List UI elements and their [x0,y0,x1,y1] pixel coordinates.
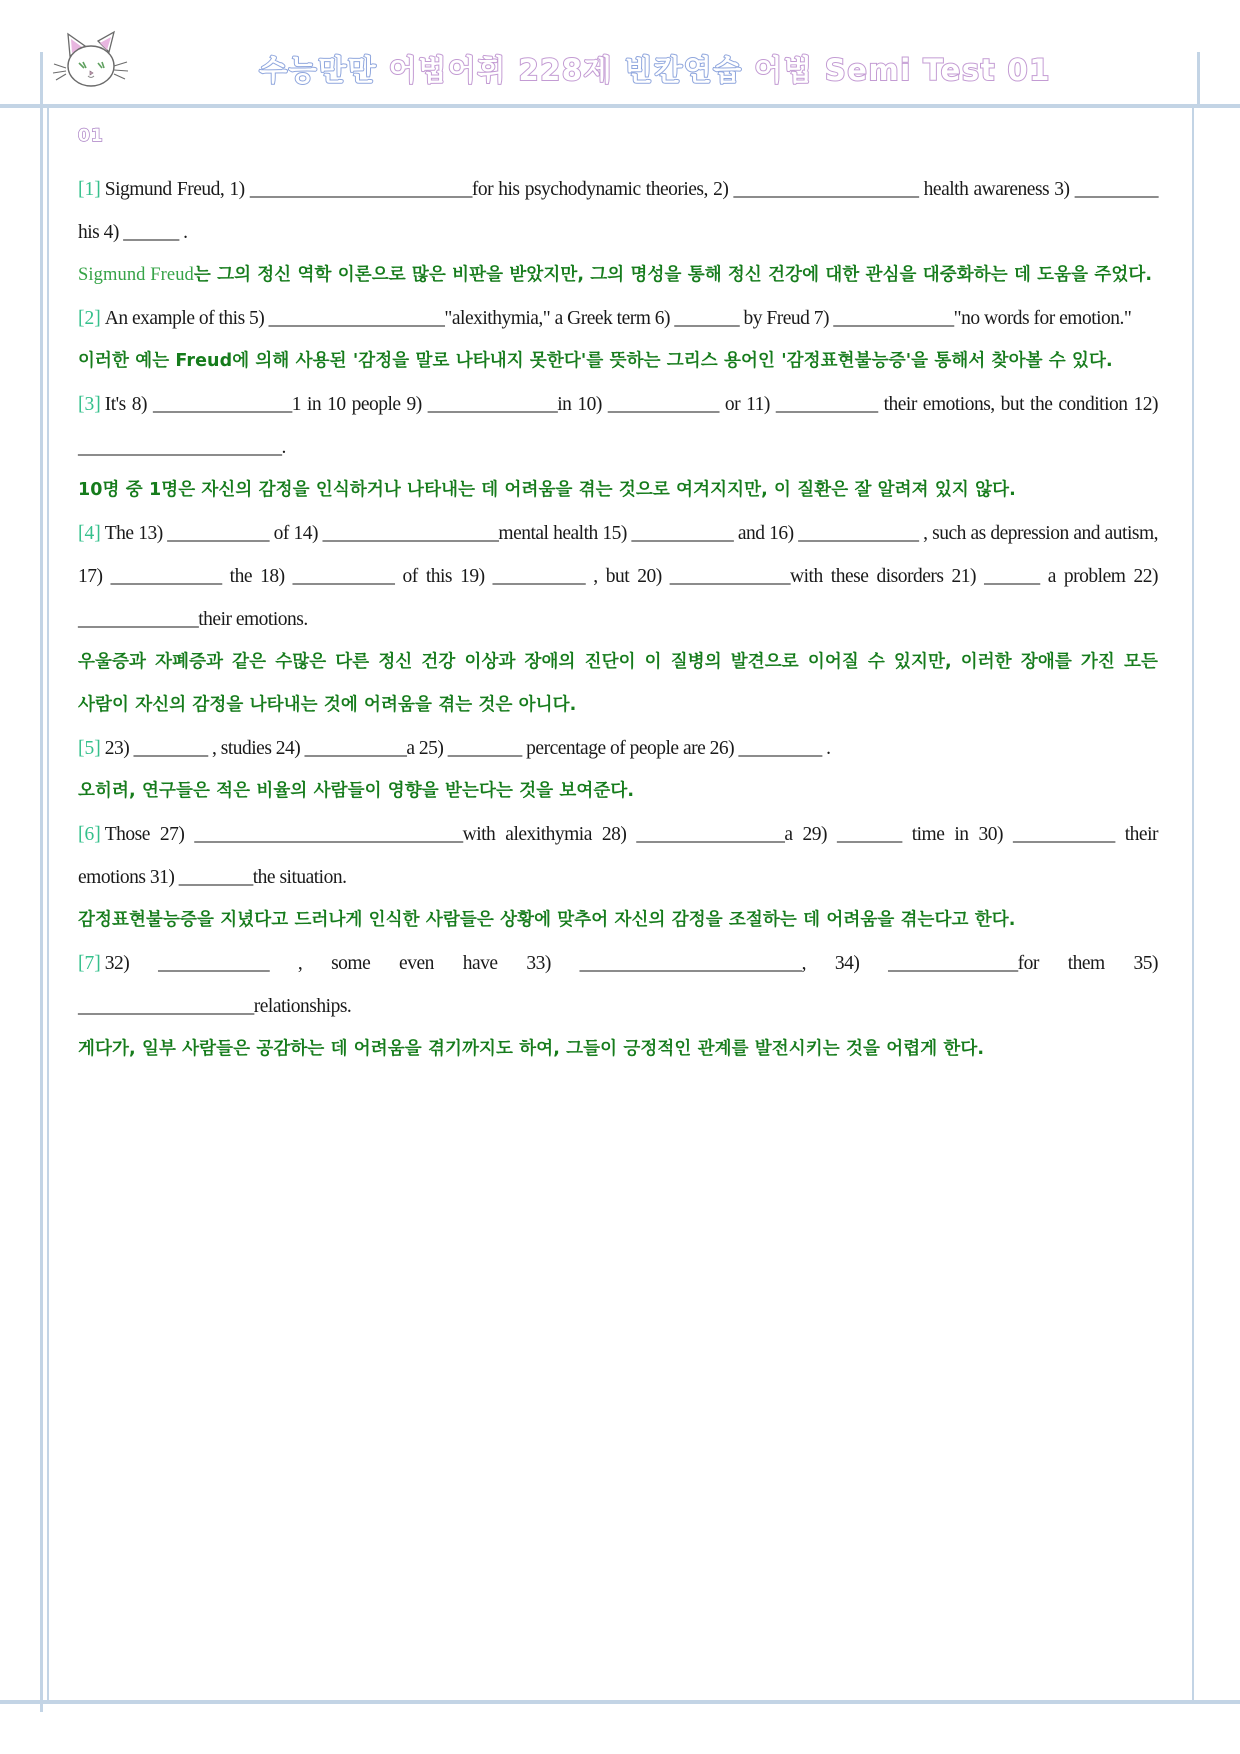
english-sentence [78,168,1158,254]
sentence-marker: [1] [78,179,101,200]
korean-latin-prefix: Sigmund Freud [78,265,194,285]
page-title-part-6: Semi Test 01 [824,53,1051,87]
page-border-right-body [1192,108,1194,1704]
english-text[interactable]: 32) ____________ , some even have 33) ________________________, 34) ______________for them 35) ___________________relationships. [78,953,1158,1017]
page-title-part-5: 어법 [754,53,814,87]
question-block [78,297,1158,383]
korean-translation [78,641,1158,727]
sentence-marker: [2] [78,308,101,329]
korean-translation [78,469,1158,512]
korean-translation [78,899,1158,942]
page-header [0,0,1240,104]
sentence-marker: [5] [78,738,101,759]
question-block [78,383,1158,512]
english-text[interactable]: The 13) ___________ of 14) ___________________mental health 15) ___________ and 16) _____________ , such as depression and autism, 17) ____________ the 18) ___________ of this 19) __________ , but 20) _____________with these disorders 21) ______ a problem 22) _____________their emotions. [78,523,1158,630]
korean-text: 오히려, 연구들은 적은 비율의 사람들이 영향을 받는다는 것을 보여준다. [78,781,635,801]
english-text[interactable]: Sigmund Freud, 1) ________________________for his psychodynamic theories, 2) ____________________ health awareness 3) _________ his 4) ______ . [78,179,1158,243]
english-text[interactable]: It's 8) _______________1 in 10 people 9) ______________in 10) ____________ or 11) ___________ their emotions, but the condition 12) ______________________. [78,394,1158,458]
page-border-left-inner [47,108,49,1704]
question-block [78,168,1158,297]
english-sentence [78,297,1158,340]
question-block [78,727,1158,813]
korean-translation [78,770,1158,813]
korean-text: 10명 중 1명은 자신의 감정을 인식하거나 나타내는 데 어려움을 겪는 것으로 여겨지지만, 이 질환은 잘 알려져 있지 않다. [78,480,1016,500]
korean-text: 게다가, 일부 사람들은 공감하는 데 어려움을 겪기까지도 하여, 그들이 긍정적인 관계를 발전시키는 것을 어렵게 한다. [78,1039,985,1059]
english-text[interactable]: 23) ________ , studies 24) ___________a 25) ________ percentage of people are 26) _________ . [104,738,831,759]
worksheet-body [78,126,1158,1071]
header-divider [0,104,1240,108]
page-title-part-4: 빈칸연습 [624,53,743,87]
page-border-left-outer [40,52,43,1712]
english-text[interactable]: Those 27) _____________________________with alexithymia 28) ________________a 29) _______ time in 30) ___________ their emotions 31) ________the situation. [78,824,1158,888]
set-number: 01 [78,126,104,146]
question-block [78,942,1158,1071]
english-sentence [78,813,1158,899]
korean-translation [78,340,1158,383]
korean-text: 이러한 예는 Freud에 의해 사용된 '감정을 말로 나타내지 못한다'를 뜻하는 그리스 용어인 '감정표현불능증'을 통해서 찾아볼 수 있다. [78,351,1113,371]
sentence-marker: [6] [78,824,101,845]
sentence-marker: [7] [78,953,101,974]
question-block [78,512,1158,727]
korean-translation [78,254,1158,297]
korean-text: 우울증과 자폐증과 같은 수많은 다른 정신 건강 이상과 장애의 진단이 이 질병의 발견으로 이어질 수 있지만, 이러한 장애를 가진 모든 사람이 자신의 감정을 나타내는 것에 어려움을 겪는 것은 아니다. [78,652,1158,715]
korean-text: 감정표현불능증을 지녔다고 드러나게 인식한 사람들은 상황에 맞추어 자신의 감정을 조절하는 데 어려움을 겪는다고 한다. [78,910,1016,930]
english-sentence [78,727,1158,770]
sentence-marker: [3] [78,394,101,415]
page-title-part-2: 어법어휘 [388,53,507,87]
english-text[interactable]: An example of this 5) ___________________"alexithymia," a Greek term 6) _______ by Freud 7) _____________"no words for emotion." [104,308,1132,329]
english-sentence [78,512,1158,641]
korean-translation [78,1028,1158,1071]
page-title [150,48,1160,89]
page-title-part-1: 수능만만 [259,53,378,87]
english-sentence [78,942,1158,1028]
sentence-marker: [4] [78,523,101,544]
english-sentence [78,383,1158,469]
footer-divider [0,1700,1240,1704]
question-block [78,813,1158,942]
cat-face-icon [52,26,128,98]
page-title-part-3: 228제 [518,53,613,87]
korean-text: 는 그의 정신 역학 이론으로 많은 비판을 받았지만, 그의 명성을 통해 정신 건강에 대한 관심을 대중화하는 데 도움을 주었다. [193,265,1153,285]
